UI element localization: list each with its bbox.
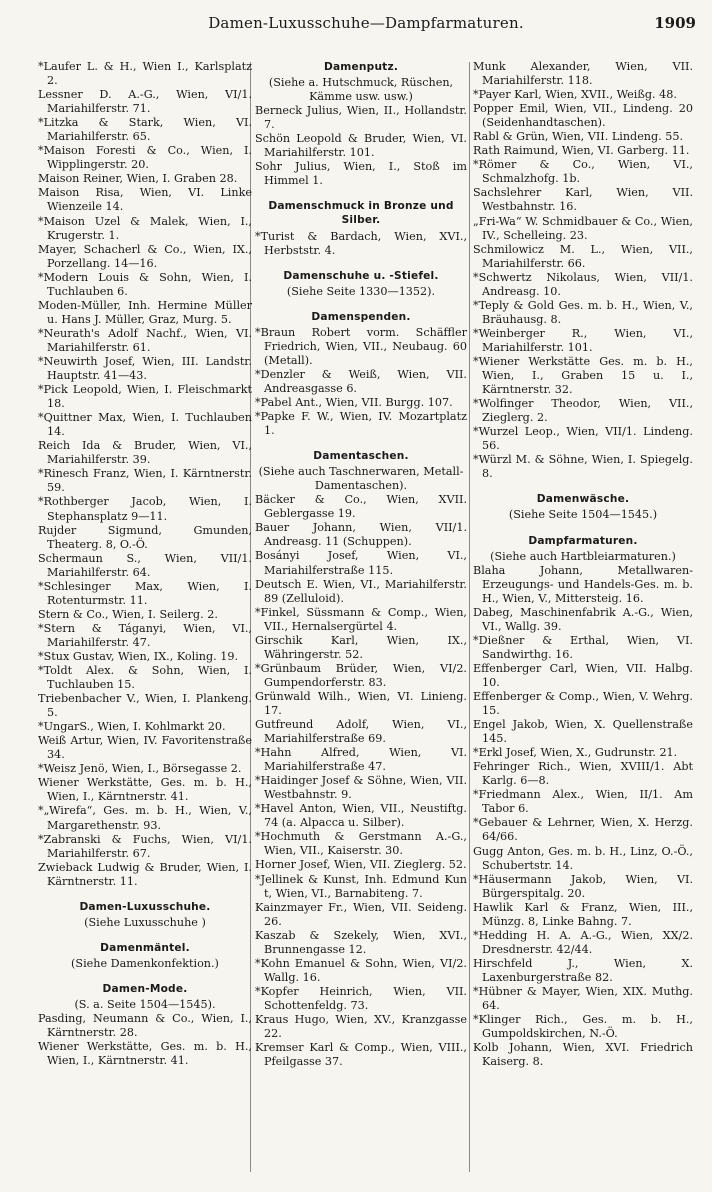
directory-column-1 [38,60,252,1068]
page-header [30,14,702,36]
directory-entry: Weiß Artur, Wien, IV. Favoritenstraße 34. [38,734,252,762]
directory-entry: *Schwertz Nikolaus, Wien, VII/1. Andreasg. 10. [473,270,693,298]
directory-entry: Pasding, Neumann & Co., Wien, I., Kärntnerstr. 28. [38,1012,252,1040]
directory-entry: *Pick Leopold, Wien, I. Fleischmarkt 18. [38,383,252,411]
cross-reference-note: (Siehe Seite 1330—1352). [286,284,436,298]
directory-entry: Schermaun S., Wien, VII/1. Mariahilferstr. 64. [38,551,252,579]
directory-entry: *Hochmuth & Gerstmann A.-G., Wien, VII., Kaiserstr. 30. [255,830,467,858]
directory-entry: Schmilowicz M. L., Wien, VII., Mariahilferstr. 66. [473,242,693,270]
directory-entry: *Havel Anton, Wien, VII., Neustiftg. 74 (a. Alpacca u. Silber). [255,802,467,830]
section-heading: Damenmäntel. [100,941,190,954]
section-heading: Damenputz. [323,61,399,73]
directory-entry: *Finkel, Süssmann & Comp., Wien, VII., Hernalsergürtel 4. [255,605,467,633]
directory-entry: *Jellinek & Kunst, Inh. Edmund Kun t, Wien, VI., Barnabiteng. 7. [255,872,467,900]
directory-entry: *Weinberger R., Wien, VI., Mariahilferstr. 101. [473,326,693,354]
directory-entry: *UngarS., Wien, I. Kohlmarkt 20. [38,720,226,734]
directory-entry: *Klinger Rich., Ges. m. b. H., Gumpoldskirchen, N.-Ö. [473,1013,693,1041]
directory-entry: *Rinesch Franz, Wien, I. Kärntnerstr. 59. [38,467,252,495]
directory-entry: Zwieback Ludwig & Bruder, Wien, I. Kärntnerstr. 11. [38,860,252,888]
directory-entry: *Turist & Bardach, Wien, XVI., Herbststr. 4. [255,229,467,257]
directory-entry: Berneck Julius, Wien, II., Hollandstr. 7. [255,104,467,132]
directory-entry: *Römer & Co., Wien, VI., Schmalzhofg. 1b. [473,158,693,186]
cross-reference-note: (Siehe auch Taschnerwaren, Metall-Damentaschen). [258,465,464,493]
directory-entry: Wiener Werkstätte, Ges. m. b. H., Wien, I., Kärntnerstr. 41. [38,1040,252,1068]
directory-entry: Lessner D. A.-G., Wien, VI/1. Mariahilferstr. 71. [38,88,252,116]
directory-entry: Kaszab & Szekely, Wien, XVI., Brunnengasse 12. [255,928,467,956]
directory-entry: *Laufer L. & H., Wien I., Karlsplatz 2. [38,60,252,88]
cross-reference-note: (Siehe a. Hutschmuck, Rüschen, Kämme usw. usw.) [268,76,454,104]
directory-entry: Effenberger & Comp., Wien, V. Wehrg. 15. [473,690,693,718]
directory-entry: *Kohn Emanuel & Sohn, Wien, VI/2. Wallg. 16. [255,956,467,984]
directory-entry: *Hedding H. A. A.-G., Wien, XX/2. Dresdnerstr. 42/44. [473,928,693,956]
directory-entry: Schön Leopold & Bruder, Wien, VI. Mariahilferstr. 101. [255,132,467,160]
page-number: 1909 [654,14,696,32]
directory-entry: *Neurath's Adolf Nachf., Wien, VI. Mariahilferstr. 61. [38,326,252,354]
directory-entry: *Weisz Jenö, Wien, I., Börsegasse 2. [38,762,242,776]
directory-entry: Moden-Müller, Inh. Hermine Müller u. Hans J. Müller, Graz, Murg. 5. [38,298,252,326]
directory-entry: Engel Jakob, Wien, X. Quellenstraße 145. [473,718,693,746]
directory-entry: *Payer Karl, Wien, XVII., Weißg. 48. [473,88,677,102]
directory-entry: *Hahn Alfred, Wien, VI. Mariahilferstraße 47. [255,746,467,774]
directory-entry: Kainzmayer Fr., Wien, VII. Seideng. 26. [255,900,467,928]
directory-entry: *Quittner Max, Wien, I. Tuchlauben 14. [38,411,252,439]
directory-entry: *Schlesinger Max, Wien, I. Rotenturmstr. 11. [38,579,252,607]
directory-entry: Horner Josef, Wien, VII. Zieglerg. 52. [255,858,467,872]
directory-entry: Munk Alexander, Wien, VII. Mariahilferstr. 118. [473,60,693,88]
directory-entry: Hawlik Karl & Franz, Wien, III., Münzg. 8, Linke Bahng. 7. [473,900,693,928]
directory-entry: *Kopfer Heinrich, Wien, VII. Schottenfeldg. 73. [255,984,467,1012]
directory-entry: *Hübner & Mayer, Wien, XIX. Muthg. 64. [473,985,693,1013]
directory-entry: „Fri-Wa“ W. Schmidbauer & Co., Wien, IV., Schelleing. 23. [473,214,693,242]
directory-entry: Kolb Johann, Wien, XVI. Friedrich Kaiserg. 8. [473,1041,693,1069]
directory-entry: *Modern Louis & Sohn, Wien, I. Tuchlauben 6. [38,270,252,298]
directory-entry: Rath Raimund, Wien, VI. Garberg. 11. [473,144,690,158]
directory-entry: Sohr Julius, Wien, I., Stoß im Himmel 1. [255,160,467,188]
directory-entry: *„Wirefa“, Ges. m. b. H., Wien, V., Margarethenstr. 93. [38,804,252,832]
directory-entry: Stern & Co., Wien, I. Seilerg. 2. [38,607,218,621]
cross-reference-note: (Siehe Seite 1504—1545.) [508,508,658,522]
directory-entry: Bauer Johann, Wien, VII/1. Andreasg. 11 (Schuppen). [255,521,467,549]
directory-entry: *Gebauer & Lehrner, Wien, X. Herzg. 64/66. [473,816,693,844]
directory-entry: Dabeg, Maschinenfabrik A.-G., Wien, VI., Wallg. 39. [473,605,693,633]
directory-entry: Effenberger Carl, Wien, VII. Halbg. 10. [473,661,693,689]
directory-entry: *Zabranski & Fuchs, Wien, VI/1. Mariahilferstr. 67. [38,832,252,860]
section-heading: Dampfarmaturen. [528,534,638,547]
directory-entry: *Pabel Ant., Wien, VII. Burgg. 107. [255,395,453,409]
directory-entry: Rujder Sigmund, Gmunden, Theaterg. 8, O.-Ö. [38,523,252,551]
section-heading: Damentaschen. [313,450,409,463]
directory-column-3 [473,60,693,1069]
directory-entry: Bäcker & Co., Wien, XVII. Geblergasse 19. [255,493,467,521]
directory-entry: *Friedmann Alex., Wien, II/1. Am Tabor 6. [473,788,693,816]
cross-reference-note: (Siehe Luxusschuhe ) [84,915,206,929]
directory-entry: *Maison Uzel & Malek, Wien, I., Krugerstr. 1. [38,214,252,242]
directory-entry: Fehringer Rich., Wien, XVIII/1. Abt Karlg. 6—8. [473,760,693,788]
directory-entry: *Litzka & Stark, Wien, VI. Mariahilferstr. 65. [38,116,252,144]
directory-entry: *Würzl M. & Söhne, Wien, I. Spiegelg. 8. [473,453,693,481]
running-title: Damen-Luxusschuhe—Dampfarmaturen. [208,14,524,32]
directory-entry: Rabl & Grün, Wien, VII. Lindeng. 55. [473,130,684,144]
directory-entry: Maison Reiner, Wien, I. Graben 28. [38,172,238,186]
directory-entry: *Wurzel Leop., Wien, VII/1. Lindeng. 56. [473,425,693,453]
cross-reference-note: (Siehe auch Hartbleiarmaturen.) [490,549,676,563]
directory-entry: Deutsch E. Wien, VI., Mariahilferstr. 89 (Zelluloid). [255,577,467,605]
directory-entry: Reich Ida & Bruder, Wien, VI., Mariahilferstr. 39. [38,439,252,467]
directory-entry: *Grünbaum Brüder, Wien, VI/2. Gumpendorferstr. 83. [255,661,467,689]
section-heading: Damen-Mode. [102,982,188,995]
cross-reference-note: (Siehe Damenkonfektion.) [71,956,219,970]
directory-entry: *Denzler & Weiß, Wien, VII. Andreasgasse 6. [255,367,467,395]
directory-entry: *Braun Robert vorm. Schäffler Friedrich, Wien, VII., Neubaug. 60 (Metall). [255,325,467,367]
directory-entry: Girschik Karl, Wien, IX., Währingerstr. 52. [255,633,467,661]
directory-entry: *Maison Foresti & Co., Wien, I. Wipplingerstr. 20. [38,144,252,172]
directory-entry: *Neuwirth Josef, Wien, III. Landstr. Hauptstr. 41—43. [38,354,252,383]
directory-entry: *Wolfinger Theodor, Wien, VII., Zieglerg. 2. [473,397,693,425]
section-heading: Damenschuhe u. -Stiefel. [283,269,439,282]
directory-entry: *Häusermann Jakob, Wien, VI. Bürgerspitalg. 20. [473,872,693,900]
section-heading: Damenwäsche. [536,493,630,506]
directory-entry: *Toldt Alex. & Sohn, Wien, I. Tuchlauben 15. [38,664,252,692]
cross-reference-note: (S. a. Seite 1504—1545). [74,998,216,1011]
directory-entry: *Wiener Werkstätte Ges. m. b. H., Wien, I., Graben 15 u. I., Kärntnerstr. 32. [473,354,693,397]
directory-entry: *Stern & Táganyi, Wien, VI., Mariahilferstr. 47. [38,621,252,649]
directory-column-2 [255,60,467,1069]
directory-entry: *Teply & Gold Ges. m. b. H., Wien, V., Bräuhausg. 8. [473,298,693,326]
directory-entry: *Papke F. W., Wien, IV. Mozartplatz 1. [255,410,467,438]
directory-entry: Mayer, Schacherl & Co., Wien, IX., Porzellang. 14—16. [38,242,252,270]
directory-entry: Kraus Hugo, Wien, XV., Kranzgasse 22. [255,1013,467,1041]
column-divider [469,62,470,1172]
directory-entry: Maison Risa, Wien, VI. Linke Wienzeile 14. [38,186,252,214]
directory-entry: Triebenbacher V., Wien, I. Plankeng. 5. [38,692,252,720]
directory-entry: Blaha Johann, Metallwaren-Erzeugungs- und Handels-Ges. m. b. H., Wien, V., Mittersteig. 16. [473,563,693,605]
directory-entry: *Haidinger Josef & Söhne, Wien, VII. Westbahnstr. 9. [255,774,467,802]
directory-entry: *Dießner & Erthal, Wien, VI. Sandwirthg. 16. [473,633,693,661]
directory-entry: Sachslehrer Karl, Wien, VII. Westbahnstr. 16. [473,186,693,214]
directory-entry: Grünwald Wilh., Wien, VI. Linieng. 17. [255,689,467,717]
directory-entry: *Rothberger Jacob, Wien, I. Stephansplatz 9—11. [38,495,252,523]
directory-entry: Gugg Anton, Ges. m. b. H., Linz, O.-Ö., Schubertstr. 14. [473,844,693,872]
directory-entry: *Erkl Josef, Wien, X., Gudrunstr. 21. [473,746,678,760]
directory-entry: Wiener Werkstätte, Ges. m. b. H., Wien, I., Kärntnerstr. 41. [38,776,252,804]
directory-entry: Gutfreund Adolf, Wien, VI., Mariahilferstraße 69. [255,718,467,746]
directory-entry: Kremser Karl & Comp., Wien, VIII., Pfeilgasse 37. [255,1041,467,1069]
section-heading: Damenschmuck in Bronze und Silber. [268,200,454,227]
directory-entry: Popper Emil, Wien, VII., Lindeng. 20 (Seidenhandtaschen). [473,102,693,130]
section-heading: Damen-Luxusschuhe. [79,900,211,913]
directory-entry: Bosányi Josef, Wien, VI., Mariahilferstraße 115. [255,549,467,577]
directory-entry: *Stux Gustav, Wien, IX., Koling. 19. [38,649,239,663]
directory-entry: Hirschfeld J., Wien, X. Laxenburgerstraße 82. [473,956,693,984]
section-heading: Damenspenden. [311,310,411,323]
